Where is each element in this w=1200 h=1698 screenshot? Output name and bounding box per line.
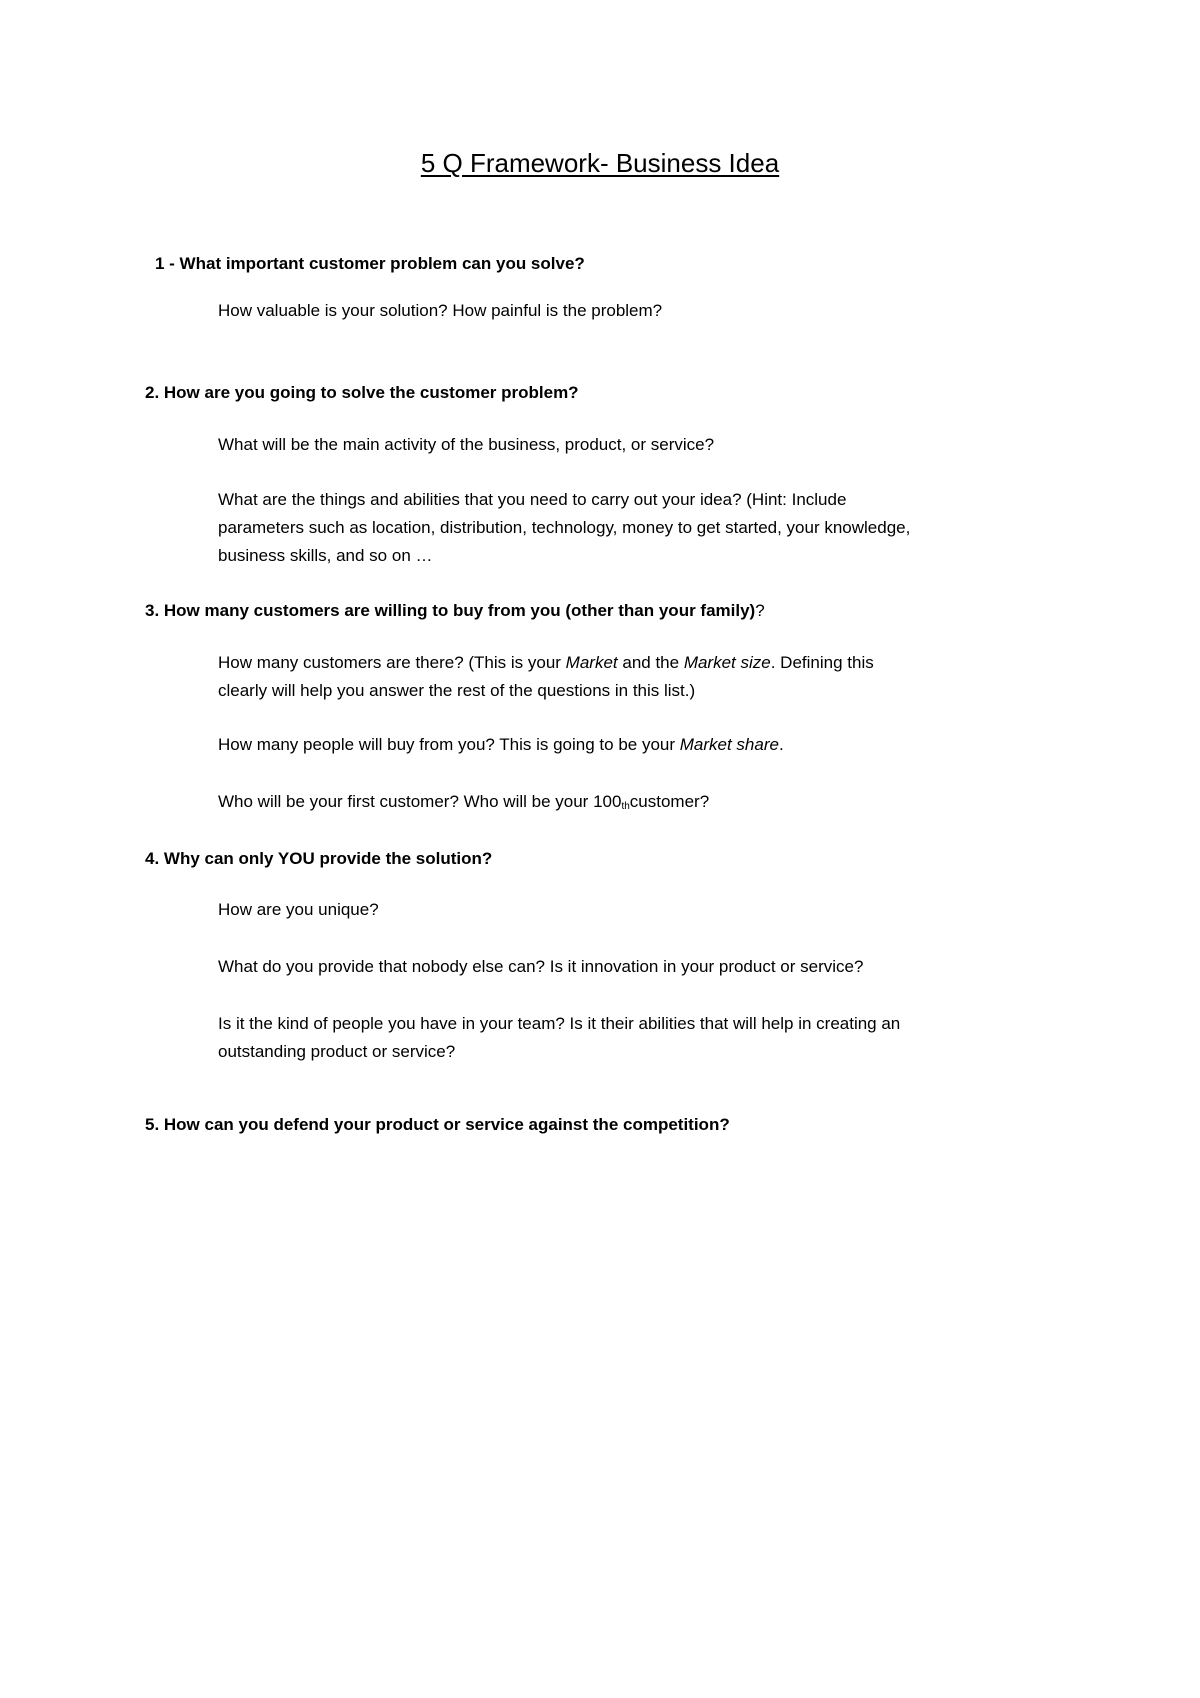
question-2-heading: 2. How are you going to solve the customer problem?: [145, 383, 579, 402]
paragraph-line: What are the things and abilities that you need to carry out your idea? (Hint: Include: [218, 490, 847, 509]
question-1-paragraph-1: [218, 297, 1078, 325]
question-1-heading: 1 - What important customer problem can you solve?: [155, 254, 585, 273]
text-run: How many people will buy from you? This is going to be your: [218, 735, 680, 754]
paragraph-line: outstanding product or service?: [218, 1042, 456, 1061]
emphasis-market-size: Market size: [683, 653, 771, 672]
question-3-heading: [145, 600, 765, 622]
question-4-heading: 4. Why can only YOU provide the solution?: [145, 849, 493, 868]
paragraph-line: parameters such as location, distribution, technology, money to get started, your knowledge,: [218, 518, 911, 537]
paragraph-line: How are you unique?: [218, 900, 379, 919]
text-run: Who will be your first customer? Who will be your 100: [218, 792, 622, 811]
text-run: and the: [617, 653, 684, 672]
paragraph-line: business skills, and so on …: [218, 546, 433, 565]
question-3-paragraph-3: [218, 788, 1078, 816]
question-3-heading-text: 3. How many customers are willing to buy from you (other than your family): [145, 601, 756, 620]
paragraph-line: Is it the kind of people you have in your team? Is it their abilities that will help in creating an: [218, 1014, 901, 1033]
emphasis-market-share: Market share: [679, 735, 779, 754]
document-title: 5 Q Framework- Business Idea: [420, 148, 780, 178]
question-4-paragraph-2: [218, 953, 1078, 981]
question-4-paragraph-3: [218, 1010, 1078, 1066]
question-2-paragraph-2: [218, 486, 1078, 570]
emphasis-market: Market: [565, 653, 618, 672]
text-run: .: [778, 735, 784, 754]
question-5-heading: 5. How can you defend your product or service against the competition?: [145, 1115, 730, 1134]
ordinal-suffix: th: [621, 801, 630, 812]
question-4-paragraph-1: [218, 896, 1078, 924]
question-3-paragraph-1: [218, 649, 1078, 705]
paragraph-line: clearly will help you answer the rest of the questions in this list.): [218, 681, 696, 700]
question-3-heading-trail: ?: [755, 601, 765, 620]
question-2-paragraph-1: [218, 431, 1078, 459]
text-run: . Defining this: [770, 653, 874, 672]
paragraph-line: How valuable is your solution? How painful is the problem?: [218, 301, 663, 320]
text-run: customer?: [629, 792, 710, 811]
paragraph-line: What do you provide that nobody else can? Is it innovation in your product or service?: [218, 957, 864, 976]
text-run: How many customers are there? (This is your: [218, 653, 566, 672]
question-3-paragraph-2: [218, 731, 1078, 759]
paragraph-line: [218, 649, 1078, 677]
paragraph-line: What will be the main activity of the business, product, or service?: [218, 435, 715, 454]
